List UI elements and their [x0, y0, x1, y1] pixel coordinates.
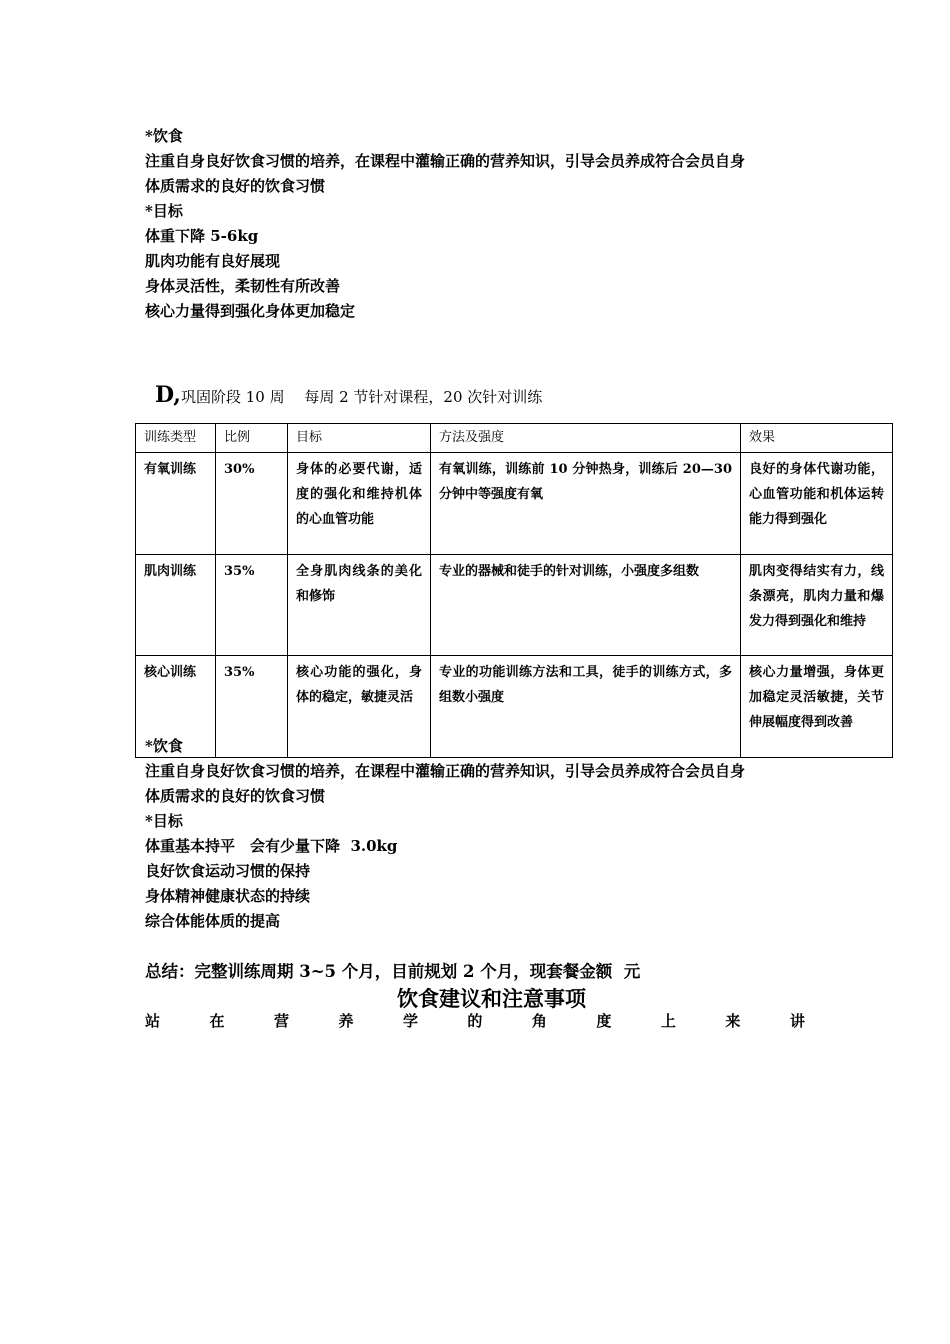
header-goal: 目标 [288, 424, 431, 453]
cell-effect: 良好的身体代谢功能，心血管功能和机体运转能力得到强化 [741, 453, 893, 555]
intro-char: 营 [273, 1012, 289, 1030]
goal-item: 良好饮食运动习惯的保持 [145, 862, 311, 880]
cell-ratio: 30% [216, 453, 288, 555]
cell-goal: 全身肌肉线条的美化和修饰 [288, 555, 431, 656]
phase-c-details [145, 124, 825, 324]
intro-line [145, 1010, 805, 1031]
diet-text-line-1: 注重自身良好饮食习惯的培养，在课程中灌输正确的营养知识，引导会员养成符合会员自身 [145, 762, 746, 780]
goal-heading: *目标 [145, 202, 183, 220]
diet-heading: *饮食 [145, 127, 183, 145]
summary-line: 总结：完整训练周期 3~5 个月，目前规划 2 个月，现套餐金额 元 [145, 962, 641, 981]
intro-char: 养 [338, 1012, 354, 1030]
cell-effect: 肌肉变得结实有力，线条漂亮，肌肉力量和爆发力得到强化和维持 [741, 555, 893, 656]
phase-letter: D, [155, 382, 181, 408]
header-training-type: 训练类型 [136, 424, 216, 453]
diet-advice-title: 饮食建议和注意事项 [397, 986, 586, 1011]
diet-text-line-2: 体质需求的良好的饮食习惯 [145, 787, 326, 805]
goal-item: 体重基本持平 会有少量下降 3.0kg [145, 837, 398, 855]
goal-item: 体重下降 5-6kg [145, 227, 259, 245]
goal-item: 身体精神健康状态的持续 [145, 887, 311, 905]
intro-char: 学 [402, 1012, 418, 1030]
intro-char: 在 [209, 1012, 225, 1030]
intro-char: 站 [145, 1012, 161, 1030]
intro-char: 上 [660, 1012, 676, 1030]
table-row [136, 453, 893, 555]
intro-char: 来 [725, 1012, 741, 1030]
header-method: 方法及强度 [431, 424, 741, 453]
goal-item: 综合体能体质的提高 [145, 912, 281, 930]
cell-method: 专业的功能训练方法和工具，徒手的训练方式，多组数小强度 [431, 656, 741, 758]
goal-heading: *目标 [145, 812, 183, 830]
cell-ratio: 35% [216, 656, 288, 758]
phase-d-details [145, 734, 825, 934]
intro-char: 的 [467, 1012, 483, 1030]
cell-training-type: 肌肉训练 [136, 555, 216, 656]
phase-d-heading [155, 382, 542, 408]
cell-goal: 身体的必要代谢，适度的强化和维持机体的心血管功能 [288, 453, 431, 555]
diet-text-line-1: 注重自身良好饮食习惯的培养，在课程中灌输正确的营养知识，引导会员养成符合会员自身 [145, 152, 746, 170]
cell-effect: 核心力量增强，身体更加稳定灵活敏捷，关节伸展幅度得到改善 [741, 656, 893, 758]
intro-char: 角 [531, 1012, 547, 1030]
goal-item: 身体灵活性，柔韧性有所改善 [145, 277, 341, 295]
header-ratio: 比例 [216, 424, 288, 453]
goal-item: 核心力量得到强化身体更加稳定 [145, 302, 356, 320]
diet-heading: *饮食 [145, 737, 183, 755]
diet-text-line-2: 体质需求的良好的饮食习惯 [145, 177, 326, 195]
cell-ratio: 35% [216, 555, 288, 656]
cell-method: 专业的器械和徒手的针对训练，小强度多组数 [431, 555, 741, 656]
training-plan-table [135, 423, 893, 758]
table-header-row [136, 424, 893, 453]
table-row [136, 555, 893, 656]
intro-char: 度 [596, 1012, 612, 1030]
cell-goal: 核心功能的强化，身体的稳定，敏捷灵活 [288, 656, 431, 758]
goal-item: 肌肉功能有良好展现 [145, 252, 281, 270]
intro-char: 讲 [789, 1012, 805, 1030]
cell-method: 有氧训练，训练前 10 分钟热身，训练后 20—30 分钟中等强度有氧 [431, 453, 741, 555]
cell-training-type: 核心训练 [136, 656, 216, 758]
cell-training-type: 有氧训练 [136, 453, 216, 555]
phase-title: 巩固阶段 10 周 每周 2 节针对课程，20 次针对训练 [180, 388, 543, 406]
header-effect: 效果 [741, 424, 893, 453]
